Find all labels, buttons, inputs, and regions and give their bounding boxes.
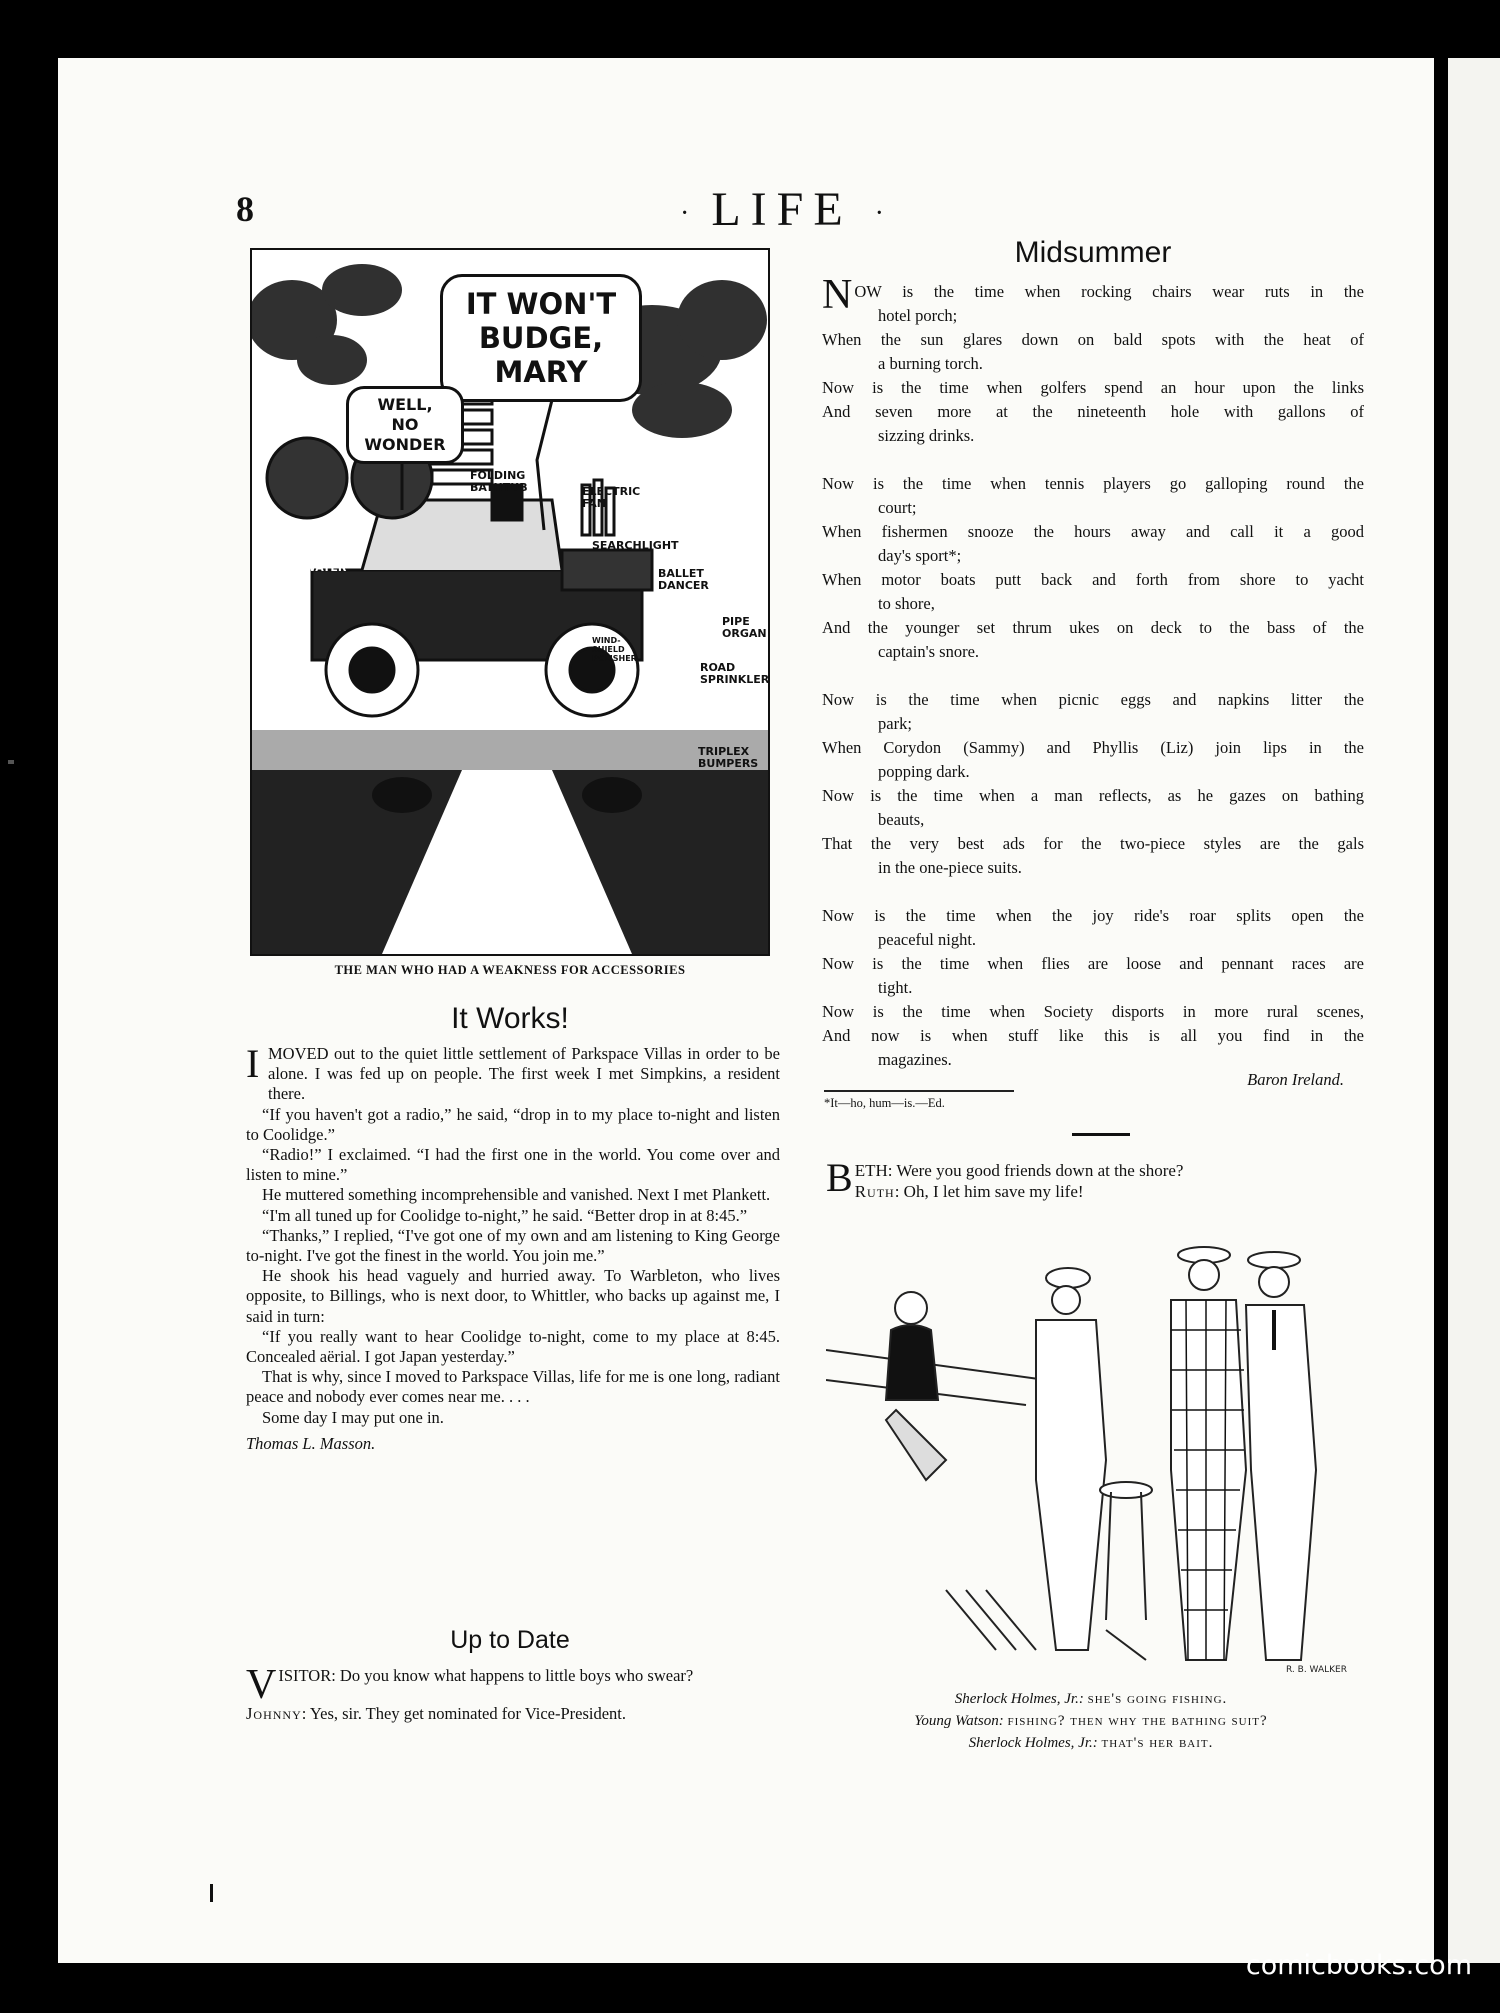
label-searchlight: SEARCHLIGHT — [592, 539, 679, 552]
story-paragraph: He muttered something incomprehensible and vanished. Next I met Plankett. — [262, 1185, 771, 1205]
poem-line-text: Now is the time when a man reflects, as he gazes on bathing — [822, 786, 1364, 805]
midsummer-title: Midsummer — [1014, 236, 1172, 269]
story-first-paragraph — [246, 1041, 780, 1105]
poem-line — [822, 856, 1364, 880]
poem-line — [822, 544, 1364, 568]
bubble-small-line-1: WELL, — [377, 395, 433, 414]
stanza-gap — [822, 664, 1364, 688]
beach-illustration — [826, 1230, 1356, 1680]
poem-line — [822, 568, 1364, 592]
poem-line-text: peaceful night. — [878, 930, 977, 949]
label-electric-fan: ELECTRIC FAN — [582, 485, 641, 510]
poem-line-text: beauts, — [878, 810, 925, 829]
bubble-line-3: MARY — [494, 355, 588, 389]
label-road-sprinkler: ROAD SPRINKLER — [700, 661, 770, 686]
caption-text: that's her bait. — [1101, 1735, 1214, 1751]
poem-line-text: When Corydon (Sammy) and Phyllis (Liz) join lips in the — [822, 738, 1364, 757]
drop-cap: V — [246, 1662, 277, 1708]
beth-text: ETH: Were you good friends down at the shore? — [854, 1161, 1184, 1180]
poem-line-text: When motor boats putt back and forth from shore to yacht — [822, 570, 1364, 589]
section-separator — [1072, 1133, 1130, 1136]
poem-line-text: Now is the time when the joy ride's roar splits open the — [822, 906, 1364, 925]
visitor-line — [246, 1662, 780, 1708]
caption-speaker: Sherlock Holmes, Jr.: — [968, 1735, 1098, 1751]
poem-line — [822, 832, 1364, 856]
poem-signature: Baron Ireland. — [1247, 1070, 1344, 1089]
ruth-text: : Oh, I let him save my life! — [894, 1182, 1084, 1201]
poem-line-text: And seven more at the nineteenth hole with gallons of — [822, 402, 1364, 421]
poem-line-text: day's sport*; — [878, 546, 962, 565]
poem-line-text: Now is the time when picnic eggs and napkins litter the — [822, 690, 1364, 709]
masthead-dot-right: · — [874, 197, 884, 229]
beach-cartoon-caption — [826, 1688, 1356, 1754]
scan-speck — [210, 1884, 213, 1902]
story-paragraph: He shook his head vaguely and hurried away. To Warbleton, who lives opposite, to Billings, who is next door, to Whittler, who backs up against me, I said in turn: — [246, 1266, 780, 1326]
poem-line-text: court; — [878, 498, 917, 517]
poem-line-text: park; — [878, 714, 912, 733]
story-paragraph: Some day I may put one in. — [262, 1407, 444, 1427]
poem-line — [822, 616, 1364, 640]
label-triplex-bumpers: TRIPLEX BUMPERS — [698, 745, 759, 770]
poem-line-text: Now is the time when flies are loose and pennant races are — [822, 954, 1364, 973]
bubble-small-line-3: WONDER — [364, 435, 446, 454]
poem-line — [822, 592, 1364, 616]
poem-line — [822, 1024, 1364, 1048]
story-paragraph: That is why, since I moved to Parkspace Villas, life for me is one long, radiant peace and nobody ever comes near me. . . . — [246, 1367, 780, 1407]
stanza-gap — [822, 880, 1364, 904]
johnny-line — [246, 1704, 780, 1725]
poem-line-text: a burning torch. — [878, 354, 983, 373]
masthead-dot-left: · — [680, 197, 690, 229]
magazine-masthead — [680, 182, 884, 237]
poem-line — [822, 304, 1364, 328]
poem-line-text: OW is the time when rocking chairs wear ruts in the — [854, 282, 1364, 301]
poem-line — [822, 952, 1364, 976]
accessories-cartoon — [250, 248, 770, 956]
it-works-story — [246, 1041, 780, 1454]
poem-line — [822, 352, 1364, 376]
johnny-speaker: Johnny — [246, 1704, 302, 1723]
poem-line — [822, 520, 1364, 544]
poem-line-text: in the one-piece suits. — [878, 858, 1022, 877]
story-signature: Thomas L. Masson. — [246, 1433, 376, 1453]
beach-cartoon — [826, 1230, 1356, 1680]
story-first-text: MOVED out to the quiet little settlement of Parkspace Villas in order to be alone. I was fed up on people. The first week I met Simpkins, a resident there. — [268, 1044, 780, 1104]
poem-line-text: When the sun glares down on bald spots with the heat of — [822, 330, 1364, 349]
poem-line — [822, 688, 1364, 712]
poem-line — [822, 496, 1364, 520]
cartoon-caption: THE MAN WHO HAD A WEAKNESS FOR ACCESSORIES — [334, 963, 686, 977]
poem-line — [822, 808, 1364, 832]
poem-line — [822, 784, 1364, 808]
up-to-date-title: Up to Date — [450, 1626, 570, 1654]
poem-line — [822, 472, 1364, 496]
poem-line — [822, 904, 1364, 928]
caption-line-2 — [826, 1710, 1356, 1732]
next-page-edge — [1448, 58, 1500, 1963]
poem-line-text: magazines. — [878, 1050, 952, 1069]
poem-line-text: tight. — [878, 978, 913, 997]
drop-cap: N — [822, 272, 853, 318]
caption-line-1 — [826, 1688, 1356, 1710]
poem-footnote: *It—ho, hum—is.—Ed. — [824, 1096, 945, 1110]
poem-line-text: to shore, — [878, 594, 935, 613]
poem-line — [822, 976, 1364, 1000]
caption-line-3 — [826, 1732, 1356, 1754]
poem-line — [822, 712, 1364, 736]
story-paragraph: “Radio!” I exclaimed. “I had the first one in the world. You come over and listen to mine.” — [246, 1145, 780, 1185]
footnote-rule — [824, 1090, 1014, 1092]
poem-line-text: captain's snore. — [878, 642, 980, 661]
poem-line — [822, 424, 1364, 448]
stanza-gap — [822, 448, 1364, 472]
caption-text: fishing? then why the bathing suit? — [1007, 1713, 1268, 1729]
ruth-speaker: Ruth — [854, 1182, 895, 1201]
poem-line — [822, 760, 1364, 784]
drop-cap: B — [826, 1155, 853, 1200]
up-to-date-dialogue — [246, 1662, 780, 1725]
page-number: 8 — [236, 189, 254, 229]
poem-line-text: Now is the time when tennis players go galloping round the — [822, 474, 1364, 493]
source-watermark: comicbooks.com — [1245, 1950, 1472, 1981]
poem-line-text: hotel porch; — [878, 306, 958, 325]
drop-cap: I — [246, 1041, 260, 1086]
masthead-title: LIFE — [711, 183, 853, 236]
visitor-text: ISITOR: Do you know what happens to little boys who swear? — [278, 1666, 694, 1685]
poem-line-text: popping dark. — [878, 762, 970, 781]
artist-signature: R. B. WALKER — [1286, 1665, 1347, 1675]
poem-line — [822, 736, 1364, 760]
story-paragraph: “Thanks,” I replied, “I've got one of my own and am listening to King George to-night. I've got the finest in the world. You join me.” — [246, 1225, 780, 1266]
poem-line-text: And the younger set thrum ukes on deck to the bass of the — [822, 618, 1364, 637]
caption-text: she's going fishing. — [1087, 1691, 1228, 1707]
poem-line — [822, 1000, 1364, 1024]
poem-line — [822, 400, 1364, 424]
poem-line — [822, 328, 1364, 352]
label-pipe-organ: PIPE ORGAN — [722, 615, 767, 640]
poem-line — [822, 640, 1364, 664]
poem-line-text: Now is the time when Society disports in more rural scenes, — [822, 1002, 1364, 1021]
bubble-line-2: BUDGE, — [478, 321, 604, 355]
bubble-small-line-2: NO — [391, 415, 419, 434]
label-windshield-polisher: WIND-SHIELD POLISHER — [592, 636, 637, 663]
poem-line-text: That the very best ads for the two-piece styles are the gals — [822, 834, 1364, 853]
it-works-title: It Works! — [451, 1002, 569, 1035]
label-folding-bathtub: FOLDING BATHTUB — [470, 469, 528, 494]
story-paragraph: “If you really want to hear Coolidge to-night, come to my place at 8:45. Concealed aërial. I got Japan yesterday.” — [246, 1326, 780, 1367]
poem-line-text: Now is the time when golfers spend an hour upon the links — [822, 378, 1364, 397]
poem-line-text: And now is when stuff like this is all you find in the — [822, 1026, 1364, 1045]
midsummer-poem — [822, 272, 1364, 1072]
label-hot-cold-water: HOT & COLD WATER — [303, 537, 347, 574]
ruth-line — [826, 1181, 1356, 1202]
poem-line-text: sizzing drinks. — [878, 426, 975, 445]
label-ballet-dancer: BALLET DANCER — [658, 567, 709, 592]
poem-line — [822, 1048, 1364, 1072]
story-paragraph: “I'm all tuned up for Coolidge to-night,” he said. “Better drop in at 8:45.” — [262, 1205, 748, 1225]
poem-line — [822, 928, 1364, 952]
scan-speck — [8, 760, 14, 764]
poem-line — [822, 376, 1364, 400]
caption-speaker: Sherlock Holmes, Jr.: — [954, 1691, 1084, 1707]
caption-speaker: Young Watson: — [914, 1713, 1004, 1729]
story-paragraph: “If you haven't got a radio,” he said, “drop in to my place to-night and listen to Coolidge.” — [246, 1104, 780, 1144]
poem-line-text: When fishermen snooze the hours away and call it a good — [822, 522, 1364, 541]
beth-ruth-joke — [826, 1155, 1356, 1202]
speech-bubble-small — [346, 386, 464, 464]
bubble-line-1: IT WON'T — [465, 287, 617, 321]
johnny-text: : Yes, sir. They get nominated for Vice-President. — [301, 1704, 626, 1723]
speech-bubble-main — [440, 274, 642, 402]
